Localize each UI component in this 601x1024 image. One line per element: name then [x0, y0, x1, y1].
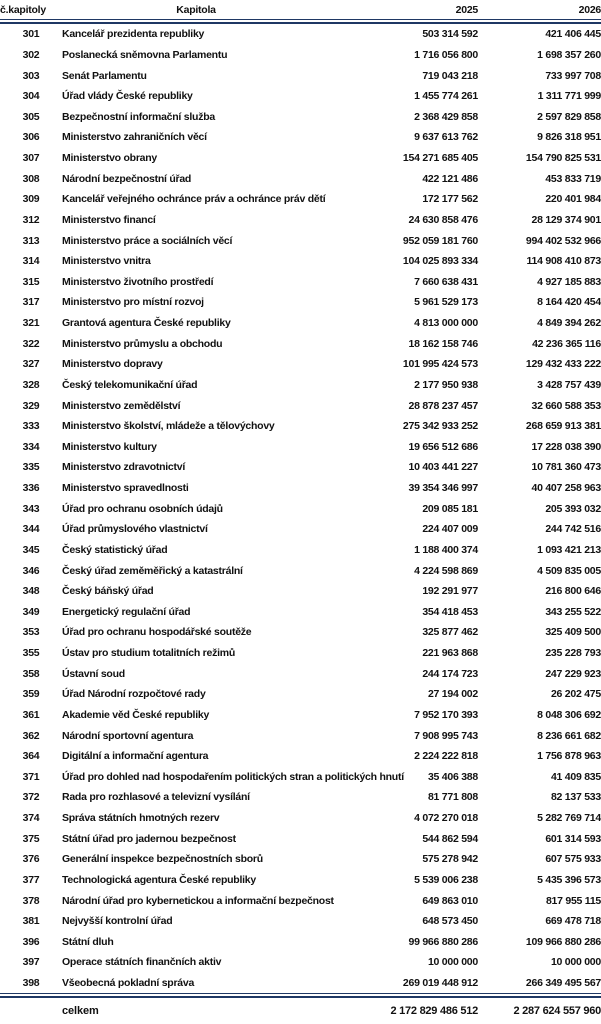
table-row — [0, 127, 601, 148]
value-2026-cell: 1 311 771 999 — [537, 90, 601, 103]
value-2025-cell: 269 019 448 912 — [402, 977, 478, 990]
chapter-number-cell: 374 — [22, 812, 40, 825]
value-2026-cell: 268 659 913 381 — [525, 420, 601, 433]
chapter-name-cell: Poslanecká sněmovna Parlamentu — [62, 48, 228, 61]
chapter-number-cell: 336 — [22, 482, 40, 495]
value-2026-cell: 216 800 646 — [545, 585, 601, 598]
value-2025-cell: 224 407 009 — [422, 523, 478, 536]
value-2026-cell: 244 742 516 — [545, 523, 601, 536]
chapter-name-cell: Úřad Národní rozpočtové rady — [62, 688, 206, 701]
value-2025-cell: 1 188 400 374 — [414, 543, 478, 556]
chapter-name-cell: Úřad vlády České republiky — [62, 90, 193, 103]
value-2025-cell: 4 813 000 000 — [414, 317, 478, 330]
chapter-number-cell: 307 — [22, 152, 40, 165]
value-2025-cell: 192 291 977 — [422, 585, 478, 598]
value-2025-cell: 9 637 613 762 — [414, 131, 478, 144]
chapter-name-cell: Všeobecná pokladní správa — [62, 977, 195, 990]
value-2026-cell: 421 406 445 — [545, 28, 601, 41]
table-header — [0, 0, 601, 24]
value-2026-cell: 343 255 522 — [545, 605, 601, 618]
value-2025-cell: 5 539 006 238 — [414, 873, 478, 886]
chapter-number-cell: 314 — [22, 255, 40, 268]
value-2025-cell: 4 072 270 018 — [414, 812, 478, 825]
table-row — [0, 849, 601, 870]
total-label: celkem — [62, 1004, 99, 1017]
table-row — [0, 313, 601, 334]
table-row — [0, 189, 601, 210]
chapter-number-cell: 364 — [22, 750, 40, 763]
value-2025-cell: 648 573 450 — [422, 915, 478, 928]
table-row — [0, 746, 601, 767]
value-2025-cell: 28 878 237 457 — [408, 399, 478, 412]
value-2025-cell: 101 995 424 573 — [402, 358, 478, 371]
chapter-name-cell: Úřad pro ochranu osobních údajů — [62, 502, 223, 515]
value-2026-cell: 5 282 769 714 — [537, 812, 601, 825]
chapter-name-cell: Český telekomunikační úřad — [62, 378, 198, 391]
chapter-number-cell: 398 — [22, 977, 40, 990]
value-2025-cell: 7 908 995 743 — [414, 729, 478, 742]
chapter-number-cell: 343 — [22, 502, 40, 515]
chapter-number-cell: 303 — [22, 69, 40, 82]
table-row — [0, 251, 601, 272]
chapter-name-cell: Správa státních hmotných rezerv — [62, 812, 220, 825]
value-2025-cell: 19 656 512 686 — [408, 440, 478, 453]
value-2025-cell: 244 174 723 — [422, 667, 478, 680]
value-2025-cell: 154 271 685 405 — [402, 152, 478, 165]
table-row — [0, 705, 601, 726]
value-2026-cell: 1 093 421 213 — [537, 543, 601, 556]
value-2026-cell: 994 402 532 966 — [525, 234, 601, 247]
value-2025-cell: 10 000 000 — [427, 956, 478, 969]
chapter-name-cell: Národní bezpečnostní úřad — [62, 172, 192, 185]
table-body — [0, 24, 601, 993]
chapter-number-cell: 397 — [22, 956, 40, 969]
table-row — [0, 602, 601, 623]
chapter-name-cell: Český báňský úřad — [62, 585, 154, 598]
chapter-name-cell: Ústav pro studium totalitních režimů — [62, 647, 236, 660]
value-2025-cell: 24 630 858 476 — [408, 213, 478, 226]
chapter-number-cell: 377 — [22, 873, 40, 886]
value-2026-cell: 220 401 984 — [545, 193, 601, 206]
value-2025-cell: 18 162 158 746 — [408, 337, 478, 350]
chapter-name-cell: Ministerstvo spravedlnosti — [62, 482, 189, 495]
chapter-name-cell: Ministerstvo pro místní rozvoj — [62, 296, 204, 309]
chapter-number-cell: 329 — [22, 399, 40, 412]
total-empty-cell — [0, 998, 62, 1023]
table-row — [0, 952, 601, 973]
value-2026-cell: 26 202 475 — [550, 688, 601, 701]
chapter-number-cell: 322 — [22, 337, 40, 350]
value-2026-cell: 4 509 835 005 — [537, 564, 601, 577]
table-row — [0, 168, 601, 189]
value-2025-cell: 39 354 346 997 — [408, 482, 478, 495]
value-2026-cell: 28 129 374 901 — [531, 213, 601, 226]
chapter-name-cell: Operace státních finančních aktiv — [62, 956, 222, 969]
chapter-name-cell: Grantová agentura České republiky — [62, 317, 231, 330]
chapter-name-cell: Ministerstvo kultury — [62, 440, 157, 453]
value-2025-cell: 422 121 486 — [422, 172, 478, 185]
value-2025-cell: 7 660 638 431 — [414, 275, 478, 288]
table-row — [0, 375, 601, 396]
value-2025-cell: 10 403 441 227 — [408, 461, 478, 474]
chapter-number-cell: 344 — [22, 523, 40, 536]
table-row — [0, 148, 601, 169]
value-2025-cell: 952 059 181 760 — [402, 234, 478, 247]
value-2025-cell: 275 342 933 252 — [402, 420, 478, 433]
chapter-number-cell: 348 — [22, 585, 40, 598]
chapter-number-cell: 349 — [22, 605, 40, 618]
chapter-name-cell: Kancelář veřejného ochránce práv a ochránce práv dětí — [62, 193, 326, 206]
chapter-number-cell: 359 — [22, 688, 40, 701]
value-2026-cell: 129 432 433 222 — [525, 358, 601, 371]
table-footer — [0, 993, 601, 1023]
chapter-number-cell: 353 — [22, 626, 40, 639]
chapter-number-cell: 371 — [22, 770, 40, 783]
chapter-number-cell: 315 — [22, 275, 40, 288]
value-2026-cell: 4 927 185 883 — [537, 275, 601, 288]
value-2026-cell: 8 164 420 454 — [537, 296, 601, 309]
value-2026-cell: 5 435 396 573 — [537, 873, 601, 886]
value-2026-cell: 4 849 394 262 — [537, 317, 601, 330]
table-row — [0, 272, 601, 293]
value-2026-cell: 453 833 719 — [545, 172, 601, 185]
value-2026-cell: 10 000 000 — [550, 956, 601, 969]
total-value-2025: 2 172 829 486 512 — [390, 1004, 478, 1017]
chapter-name-cell: Ministerstvo dopravy — [62, 358, 163, 371]
chapter-number-cell: 375 — [22, 832, 40, 845]
chapter-number-cell: 305 — [22, 110, 40, 123]
chapter-name-cell: Ministerstvo zahraničních věcí — [62, 131, 207, 144]
value-2026-cell: 10 781 360 473 — [531, 461, 601, 474]
value-2026-cell: 8 048 306 692 — [537, 708, 601, 721]
chapter-number-cell: 304 — [22, 90, 40, 103]
chapter-name-cell: Energetický regulační úřad — [62, 605, 191, 618]
chapter-number-cell: 358 — [22, 667, 40, 680]
chapter-name-cell: Úřad průmyslového vlastnictví — [62, 523, 208, 536]
value-2026-cell: 8 236 661 682 — [537, 729, 601, 742]
table-row — [0, 354, 601, 375]
table-row — [0, 292, 601, 313]
value-2026-cell: 41 409 835 — [550, 770, 601, 783]
table-row — [0, 416, 601, 437]
value-2026-cell: 114 908 410 873 — [526, 255, 601, 268]
chapter-number-cell: 376 — [22, 853, 40, 866]
table-row — [0, 663, 601, 684]
chapter-name-cell: Ministerstvo školství, mládeže a tělovýchovy — [62, 420, 275, 433]
chapter-name-cell: Generální inspekce bezpečnostních sborů — [62, 853, 263, 866]
table-row — [0, 107, 601, 128]
chapter-number-cell: 362 — [22, 729, 40, 742]
value-2025-cell: 4 224 598 869 — [414, 564, 478, 577]
chapter-name-cell: Senát Parlamentu — [62, 69, 147, 82]
table-row — [0, 519, 601, 540]
table-row — [0, 870, 601, 891]
chapter-name-cell: Ministerstvo financí — [62, 213, 156, 226]
value-2025-cell: 1 455 774 261 — [414, 90, 478, 103]
value-2026-cell: 154 790 825 531 — [525, 152, 601, 165]
chapter-number-cell: 361 — [22, 708, 40, 721]
table-row — [0, 932, 601, 953]
chapter-name-cell: Státní úřad pro jadernou bezpečnost — [62, 832, 236, 845]
value-2025-cell: 35 406 388 — [427, 770, 478, 783]
header-year-2025: 2025 — [455, 3, 478, 16]
chapter-name-cell: Digitální a informační agentura — [62, 750, 209, 763]
value-2025-cell: 104 025 893 334 — [402, 255, 478, 268]
value-2026-cell: 205 393 032 — [545, 502, 601, 515]
table-row — [0, 437, 601, 458]
value-2025-cell: 544 862 594 — [422, 832, 478, 845]
table-row — [0, 560, 601, 581]
value-2026-cell: 817 955 115 — [545, 894, 601, 907]
table-row — [0, 478, 601, 499]
table-row — [0, 45, 601, 66]
table-row — [0, 210, 601, 231]
table-row — [0, 333, 601, 354]
value-2026-cell: 669 478 718 — [545, 915, 601, 928]
table-row — [0, 395, 601, 416]
table-row — [0, 808, 601, 829]
chapter-number-cell: 328 — [22, 378, 40, 391]
chapter-number-cell: 334 — [22, 440, 40, 453]
chapter-name-cell: Úřad pro ochranu hospodářské soutěže — [62, 626, 252, 639]
value-2025-cell: 221 963 868 — [422, 647, 478, 660]
value-2026-cell: 266 349 495 567 — [525, 977, 601, 990]
value-2026-cell: 1 698 357 260 — [537, 48, 601, 61]
value-2025-cell: 81 771 808 — [427, 791, 478, 804]
value-2026-cell: 325 409 500 — [545, 626, 601, 639]
chapter-name-cell: Akademie věd České republiky — [62, 708, 210, 721]
chapter-number-cell: 335 — [22, 461, 40, 474]
table-row — [0, 890, 601, 911]
table-row — [0, 65, 601, 86]
table-row — [0, 540, 601, 561]
chapter-name-cell: Ministerstvo práce a sociálních věcí — [62, 234, 233, 247]
chapter-number-cell: 345 — [22, 543, 40, 556]
chapter-name-cell: Ministerstvo zemědělství — [62, 399, 181, 412]
chapter-name-cell: Národní úřad pro kybernetickou a informační bezpečnost — [62, 894, 334, 907]
value-2025-cell: 503 314 592 — [422, 28, 478, 41]
table-row — [0, 457, 601, 478]
value-2026-cell: 235 228 793 — [545, 647, 601, 660]
value-2026-cell: 17 228 038 390 — [531, 440, 601, 453]
table-row — [0, 684, 601, 705]
table-row — [0, 498, 601, 519]
value-2025-cell: 2 368 429 858 — [414, 110, 478, 123]
chapter-number-cell: 301 — [22, 28, 40, 41]
table-row — [0, 725, 601, 746]
value-2026-cell: 601 314 593 — [545, 832, 601, 845]
chapter-number-cell: 308 — [22, 172, 40, 185]
value-2026-cell: 42 236 365 116 — [532, 337, 601, 350]
chapter-number-cell: 321 — [22, 317, 40, 330]
chapter-name-cell: Ministerstvo životního prostředí — [62, 275, 214, 288]
chapter-number-cell: 313 — [22, 234, 40, 247]
value-2025-cell: 99 966 880 286 — [408, 935, 478, 948]
table-row — [0, 973, 601, 994]
chapter-number-cell: 327 — [22, 358, 40, 371]
value-2025-cell: 2 224 222 818 — [414, 750, 478, 763]
table-row — [0, 643, 601, 664]
table-row — [0, 24, 601, 45]
table-row — [0, 581, 601, 602]
header-year-2026: 2026 — [578, 3, 601, 16]
value-2026-cell: 109 966 880 286 — [525, 935, 601, 948]
chapter-name-cell: Technologická agentura České republiky — [62, 873, 256, 886]
chapter-number-cell: 346 — [22, 564, 40, 577]
total-value-2026: 2 287 624 557 960 — [513, 1004, 601, 1017]
value-2026-cell: 9 826 318 951 — [537, 131, 601, 144]
table-row — [0, 911, 601, 932]
value-2026-cell: 607 575 933 — [545, 853, 601, 866]
value-2025-cell: 2 177 950 938 — [414, 378, 478, 391]
table-row — [0, 828, 601, 849]
value-2025-cell: 719 043 218 — [422, 69, 478, 82]
value-2025-cell: 354 418 453 — [422, 605, 478, 618]
value-2025-cell: 7 952 170 393 — [414, 708, 478, 721]
chapter-name-cell: Úřad pro dohled nad hospodařením politických stran a politických hnutí — [62, 770, 404, 783]
chapter-number-cell: 333 — [22, 420, 40, 433]
value-2026-cell: 32 660 588 353 — [531, 399, 601, 412]
chapter-number-cell: 309 — [22, 193, 40, 206]
value-2025-cell: 27 194 002 — [427, 688, 478, 701]
chapter-name-cell: Nejvyšší kontrolní úřad — [62, 915, 173, 928]
value-2026-cell: 1 756 878 963 — [537, 750, 601, 763]
value-2025-cell: 575 278 942 — [422, 853, 478, 866]
total-row — [0, 998, 601, 1023]
value-2025-cell: 649 863 010 — [422, 894, 478, 907]
value-2026-cell: 733 997 708 — [545, 69, 601, 82]
chapter-number-cell: 372 — [22, 791, 40, 804]
chapter-number-cell: 312 — [22, 213, 40, 226]
chapter-number-cell: 302 — [22, 48, 40, 61]
table-row — [0, 767, 601, 788]
chapter-name-cell: Český úřad zeměměřický a katastrální — [62, 564, 243, 577]
chapter-name-cell: Ministerstvo obrany — [62, 152, 158, 165]
value-2026-cell: 247 229 923 — [545, 667, 601, 680]
value-2025-cell: 1 716 056 800 — [414, 48, 478, 61]
chapter-name-cell: Státní dluh — [62, 935, 114, 948]
chapter-name-cell: Národní sportovní agentura — [62, 729, 194, 742]
value-2025-cell: 209 085 181 — [422, 502, 478, 515]
chapter-name-cell: Český statistický úřad — [62, 543, 168, 556]
chapter-number-cell: 378 — [22, 894, 40, 907]
chapter-name-cell: Bezpečnostní informační služba — [62, 110, 215, 123]
chapter-number-cell: 381 — [22, 915, 40, 928]
chapter-name-cell: Ministerstvo vnitra — [62, 255, 151, 268]
chapter-number-cell: 317 — [22, 296, 40, 309]
chapter-name-cell: Ústavní soud — [62, 667, 125, 680]
table-row — [0, 787, 601, 808]
header-chapter-name: Kapitola — [176, 3, 216, 16]
value-2026-cell: 40 407 258 963 — [531, 482, 601, 495]
chapter-name-cell: Ministerstvo průmyslu a obchodu — [62, 337, 223, 350]
table-row — [0, 622, 601, 643]
value-2025-cell: 325 877 462 — [422, 626, 478, 639]
value-2025-cell: 172 177 562 — [422, 193, 478, 206]
chapter-name-cell: Rada pro rozhlasové a televizní vysílání — [62, 791, 250, 804]
value-2025-cell: 5 961 529 173 — [414, 296, 478, 309]
table-row — [0, 86, 601, 107]
value-2026-cell: 2 597 829 858 — [537, 110, 601, 123]
chapter-name-cell: Ministerstvo zdravotnictví — [62, 461, 186, 474]
value-2026-cell: 3 428 757 439 — [537, 378, 601, 391]
chapter-number-cell: 306 — [22, 131, 40, 144]
chapter-name-cell: Kancelář prezidenta republiky — [62, 28, 205, 41]
chapter-number-cell: 355 — [22, 647, 40, 660]
chapter-number-cell: 396 — [22, 935, 40, 948]
table-row — [0, 230, 601, 251]
value-2026-cell: 82 137 533 — [550, 791, 601, 804]
header-chapter-number: č.kapitoly — [0, 3, 46, 16]
